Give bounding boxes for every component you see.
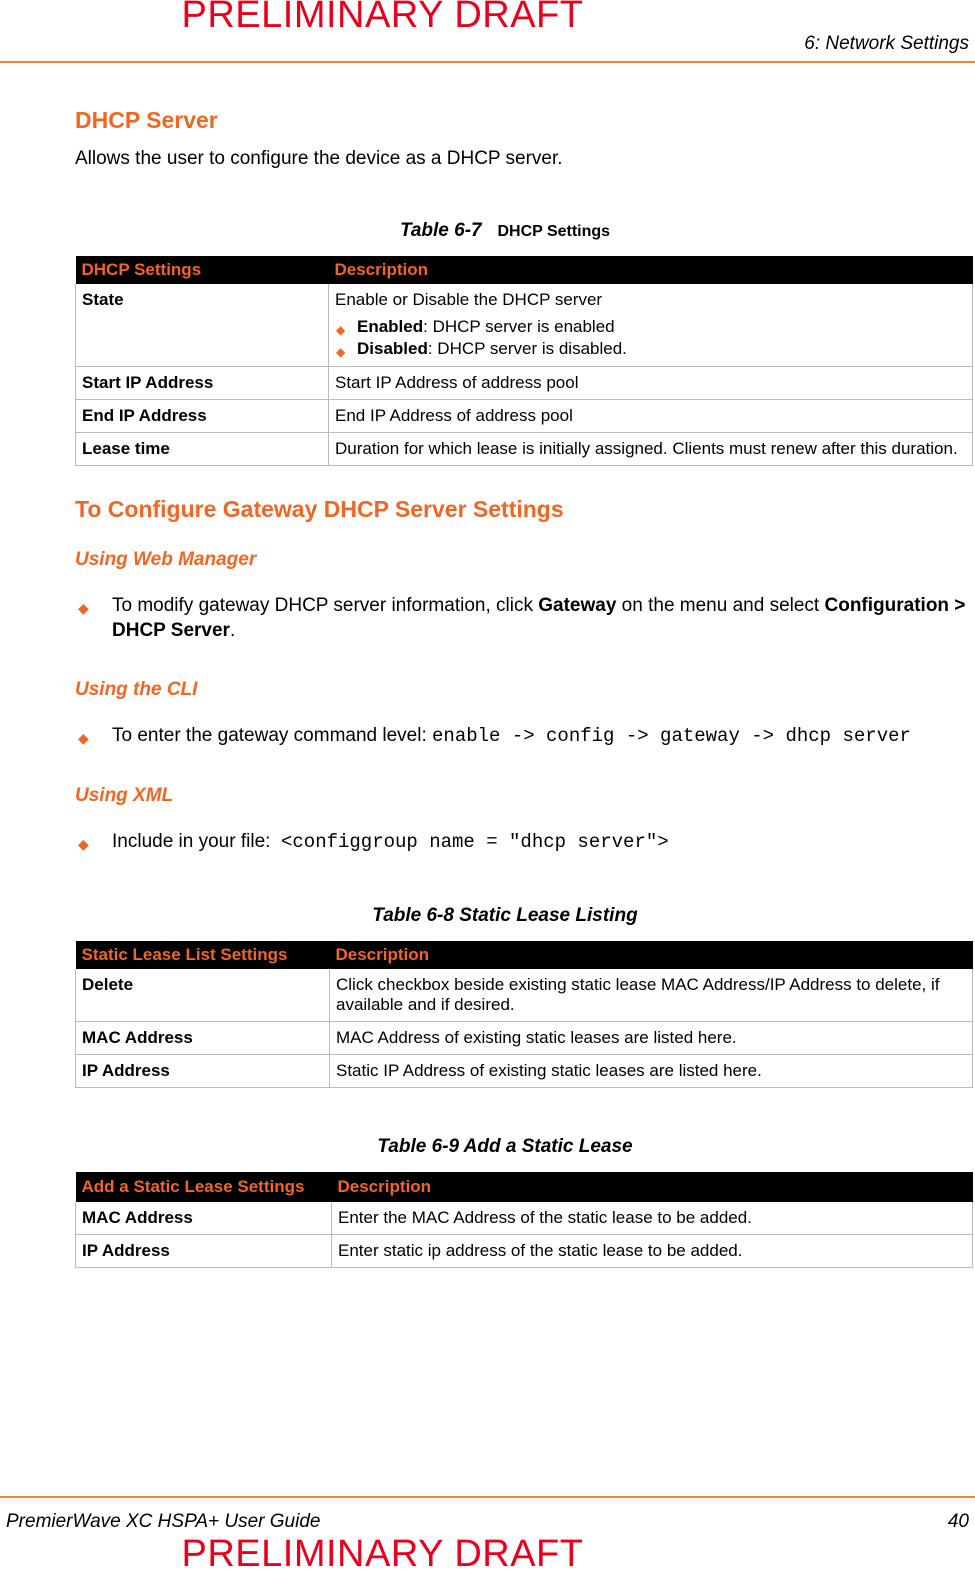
cli-instruction bbox=[75, 723, 975, 749]
option-text: : DHCP server is disabled. bbox=[427, 339, 627, 358]
setting-description: End IP Address of address pool bbox=[329, 400, 973, 433]
setting-name: IP Address bbox=[76, 1055, 330, 1088]
table-6-7-caption-number: Table 6-7 bbox=[399, 220, 482, 241]
setting-description bbox=[329, 284, 973, 367]
column-header: DHCP Settings bbox=[76, 256, 329, 284]
column-header: Description bbox=[329, 256, 973, 284]
configure-heading: To Configure Gateway DHCP Server Settings bbox=[75, 496, 564, 522]
table-6-8-caption: Table 6-8 Static Lease Listing bbox=[372, 905, 638, 926]
setting-name: End IP Address bbox=[76, 400, 329, 433]
column-header: Add a Static Lease Settings bbox=[76, 1172, 332, 1202]
table-header-row bbox=[76, 256, 973, 284]
table-row bbox=[76, 969, 973, 1022]
diamond-bullet-icon: ◆ bbox=[336, 345, 346, 359]
diamond-bullet-icon: ◆ bbox=[336, 323, 346, 337]
static-lease-listing-table bbox=[75, 941, 973, 1088]
xml-heading: Using XML bbox=[75, 785, 174, 806]
table-6-7-caption-title: DHCP Settings bbox=[497, 223, 611, 240]
state-option-disabled bbox=[335, 338, 966, 360]
option-label: Disabled bbox=[357, 339, 428, 358]
table-header-row bbox=[76, 941, 973, 969]
setting-name: Delete bbox=[76, 969, 330, 1022]
dhcp-settings-table bbox=[75, 256, 973, 466]
state-description: Enable or Disable the DHCP server bbox=[335, 290, 603, 309]
table-row bbox=[76, 367, 973, 400]
dhcp-server-heading: DHCP Server bbox=[75, 107, 218, 133]
state-option-enabled bbox=[335, 316, 966, 338]
table-row bbox=[76, 1022, 973, 1055]
cli-command: enable -> config -> gateway -> dhcp server bbox=[432, 725, 911, 747]
instruction-text: . bbox=[229, 620, 236, 641]
web-manager-instruction bbox=[75, 593, 975, 643]
chapter-header: 6: Network Settings bbox=[804, 33, 969, 54]
diamond-bullet-icon: ◆ bbox=[78, 600, 89, 616]
table-6-9-caption: Table 6-9 Add a Static Lease bbox=[377, 1136, 633, 1157]
option-text: : DHCP server is enabled bbox=[423, 317, 615, 336]
dhcp-server-intro: Allows the user to configure the device as a DHCP server. bbox=[75, 148, 563, 169]
setting-description: Enter static ip address of the static lease to be added. bbox=[332, 1235, 973, 1268]
table-row bbox=[76, 1235, 973, 1268]
preliminary-draft-watermark-bottom: PRELIMINARY DRAFT bbox=[181, 1533, 584, 1575]
setting-name: MAC Address bbox=[76, 1202, 332, 1235]
table-row bbox=[76, 1202, 973, 1235]
preliminary-draft-watermark-top: PRELIMINARY DRAFT bbox=[181, 0, 584, 36]
table-6-7-caption bbox=[75, 220, 935, 242]
table-row bbox=[76, 433, 973, 466]
setting-description: Start IP Address of address pool bbox=[329, 367, 973, 400]
column-header: Static Lease List Settings bbox=[76, 941, 330, 969]
page-content bbox=[75, 107, 975, 1268]
setting-description: MAC Address of existing static leases are listed here. bbox=[330, 1022, 973, 1055]
setting-description: Click checkbox beside existing static lease MAC Address/IP Address to delete, if available and if desired. bbox=[330, 969, 973, 1022]
page-number: 40 bbox=[947, 1511, 969, 1532]
diamond-bullet-icon: ◆ bbox=[78, 836, 89, 852]
table-header-row bbox=[76, 1172, 973, 1202]
web-manager-heading: Using Web Manager bbox=[75, 549, 257, 570]
setting-description: Static IP Address of existing static leases are listed here. bbox=[330, 1055, 973, 1088]
instruction-text: To enter the gateway command level: bbox=[112, 725, 433, 746]
instruction-text: To modify gateway DHCP server information, click bbox=[112, 595, 539, 616]
menu-path: Configuration > DHCP Server bbox=[112, 595, 966, 641]
diamond-bullet-icon: ◆ bbox=[78, 730, 89, 746]
add-static-lease-table bbox=[75, 1172, 973, 1268]
xml-snippet: <configgroup name = "dhcp server"> bbox=[280, 831, 669, 853]
footer-guide-title: PremierWave XC HSPA+ User Guide bbox=[6, 1511, 321, 1532]
instruction-text: on the menu and select bbox=[616, 595, 825, 616]
option-label: Enabled bbox=[357, 317, 424, 336]
header-divider bbox=[0, 61, 975, 63]
instruction-text: Include in your file: bbox=[112, 831, 281, 852]
setting-description: Enter the MAC Address of the static lease to be added. bbox=[332, 1202, 973, 1235]
setting-name: MAC Address bbox=[76, 1022, 330, 1055]
cli-heading: Using the CLI bbox=[75, 679, 198, 700]
table-row bbox=[76, 284, 973, 367]
setting-name: Lease time bbox=[76, 433, 329, 466]
footer-divider bbox=[0, 1496, 975, 1498]
menu-name: Gateway bbox=[538, 595, 617, 616]
xml-instruction bbox=[75, 829, 975, 855]
column-header: Description bbox=[332, 1172, 973, 1202]
setting-name: Start IP Address bbox=[76, 367, 329, 400]
setting-name: State bbox=[76, 284, 329, 367]
table-row bbox=[76, 1055, 973, 1088]
table-row bbox=[76, 400, 973, 433]
setting-name: IP Address bbox=[76, 1235, 332, 1268]
setting-description: Duration for which lease is initially assigned. Clients must renew after this duration. bbox=[329, 433, 973, 466]
column-header: Description bbox=[330, 941, 973, 969]
